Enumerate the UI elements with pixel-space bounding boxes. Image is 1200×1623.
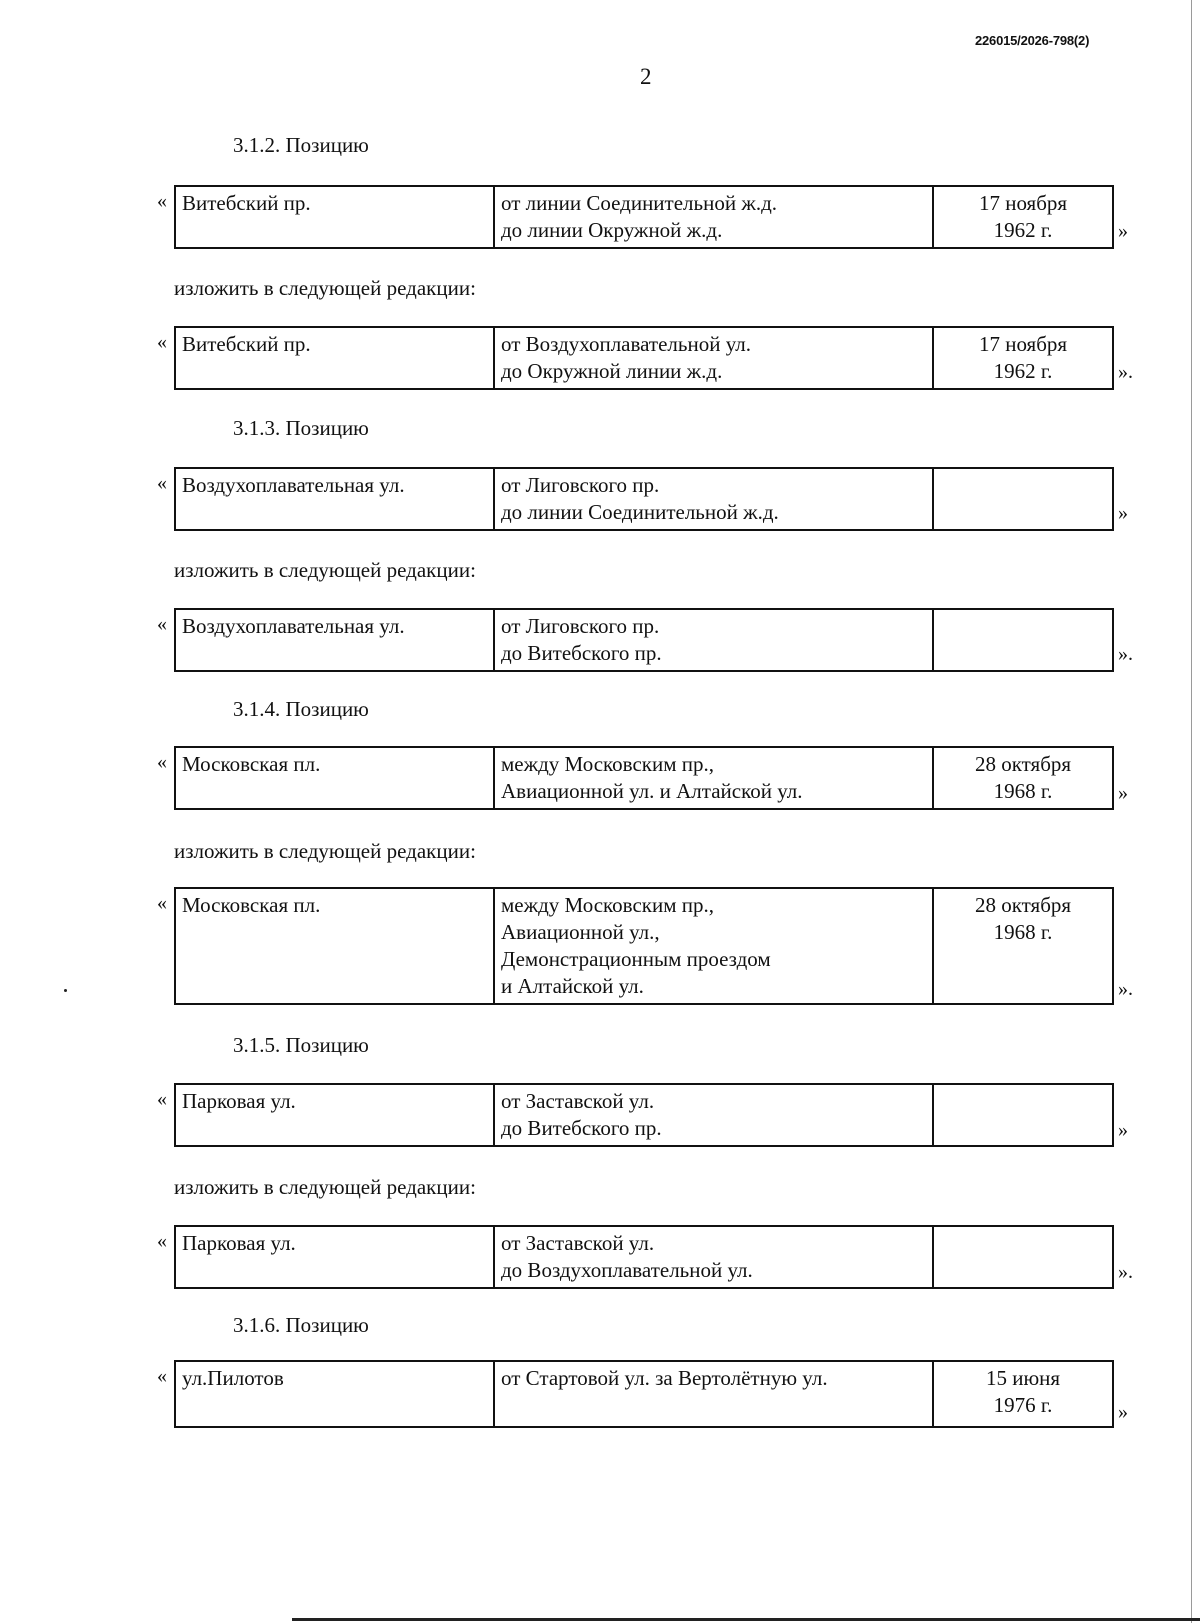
position-table	[174, 1360, 1114, 1428]
boundary-line: до Воздухоплавательной ул.	[501, 1258, 753, 1282]
quote-open: «	[157, 1088, 167, 1110]
section-heading: 3.1.2. Позицию	[233, 133, 369, 157]
date-line: 1968 г.	[993, 779, 1053, 803]
position-table	[174, 887, 1114, 1005]
date-line: 15 июня	[985, 1366, 1061, 1390]
edit-instruction: изложить в следующей редакции:	[174, 839, 476, 863]
boundary-line: Авиационной ул.,	[501, 920, 660, 944]
street-cell	[175, 468, 494, 530]
boundary-line: от Воздухоплавательной ул.	[501, 332, 752, 356]
quote-open: «	[157, 751, 167, 773]
date-line: 1968 г.	[993, 920, 1053, 944]
scan-edge-line	[1191, 0, 1192, 1623]
boundaries-cell	[494, 327, 933, 389]
street-name: ул.Пилотов	[182, 1366, 284, 1390]
date-line	[940, 1088, 1106, 1115]
boundaries-cell	[494, 468, 933, 530]
date-line	[940, 613, 1106, 640]
quote-close: »	[1118, 220, 1128, 242]
section-heading: 3.1.6. Позицию	[233, 1313, 369, 1337]
boundary-line: от Лиговского пр.	[501, 473, 660, 497]
street-name: Витебский пр.	[182, 332, 311, 356]
section-heading: 3.1.3. Позицию	[233, 416, 369, 440]
street-name: Парковая ул.	[182, 1231, 296, 1255]
boundary-line: от Стартовой ул. за Вертолётную ул.	[501, 1366, 828, 1390]
quote-close: »	[1118, 502, 1128, 524]
edit-instruction: изложить в следующей редакции:	[174, 558, 476, 582]
boundaries-cell	[494, 1361, 933, 1427]
boundary-line: Авиационной ул. и Алтайской ул.	[501, 779, 803, 803]
quote-close: ».	[1118, 643, 1133, 665]
position-table	[174, 1225, 1114, 1289]
quote-open: «	[157, 1365, 167, 1387]
section-heading: 3.1.4. Позицию	[233, 697, 369, 721]
street-name: Парковая ул.	[182, 1089, 296, 1113]
position-table	[174, 1083, 1114, 1147]
boundary-line: до линии Окружной ж.д.	[501, 218, 723, 242]
boundaries-cell	[494, 888, 933, 1004]
date-line	[940, 499, 1106, 526]
edit-instruction: изложить в следующей редакции:	[174, 1175, 476, 1199]
quote-close: »	[1118, 1119, 1128, 1141]
page-number: 2	[640, 64, 652, 89]
street-name: Московская пл.	[182, 893, 321, 917]
boundary-line: от Заставской ул.	[501, 1089, 655, 1113]
boundary-line: до линии Соединительной ж.д.	[501, 500, 779, 524]
street-name: Воздухоплавательная ул.	[182, 473, 405, 497]
boundaries-cell	[494, 186, 933, 248]
date-cell	[933, 1226, 1113, 1288]
date-line: 28 октября	[974, 893, 1072, 917]
date-line: 28 октября	[974, 752, 1072, 776]
boundaries-cell	[494, 1084, 933, 1146]
date-line	[940, 472, 1106, 499]
street-cell	[175, 888, 494, 1004]
date-line: 1962 г.	[993, 359, 1053, 383]
street-cell	[175, 1084, 494, 1146]
date-cell	[933, 1361, 1113, 1427]
date-cell	[933, 609, 1113, 671]
date-cell	[933, 747, 1113, 809]
quote-close: »	[1118, 782, 1128, 804]
date-line: 17 ноября	[978, 191, 1068, 215]
street-cell	[175, 747, 494, 809]
quote-open: «	[157, 331, 167, 353]
quote-open: «	[157, 613, 167, 635]
street-name: Витебский пр.	[182, 191, 311, 215]
document-id: 226015/2026-798(2)	[975, 33, 1090, 48]
boundaries-cell	[494, 609, 933, 671]
quote-open: «	[157, 472, 167, 494]
position-table	[174, 746, 1114, 810]
quote-close: ».	[1118, 1261, 1133, 1283]
position-table	[174, 185, 1114, 249]
quote-open: «	[157, 190, 167, 212]
date-cell	[933, 888, 1113, 1004]
boundary-line: и Алтайской ул.	[501, 974, 644, 998]
position-table	[174, 467, 1114, 531]
street-name: Воздухоплавательная ул.	[182, 614, 405, 638]
date-line	[940, 1230, 1106, 1257]
street-cell	[175, 327, 494, 389]
quote-close: ».	[1118, 361, 1133, 383]
boundary-line: до Окружной линии ж.д.	[501, 359, 723, 383]
date-cell	[933, 468, 1113, 530]
street-name: Московская пл.	[182, 752, 321, 776]
boundaries-cell	[494, 1226, 933, 1288]
date-cell	[933, 327, 1113, 389]
section-heading: 3.1.5. Позицию	[233, 1033, 369, 1057]
date-line: 1962 г.	[993, 218, 1053, 242]
scan-speck	[64, 989, 67, 992]
position-table	[174, 608, 1114, 672]
date-line: 1976 г.	[993, 1393, 1053, 1417]
boundaries-cell	[494, 747, 933, 809]
street-cell	[175, 609, 494, 671]
quote-open: «	[157, 1230, 167, 1252]
date-line	[940, 1257, 1106, 1284]
scan-bottom-line	[292, 1618, 1200, 1621]
boundary-line: до Витебского пр.	[501, 641, 662, 665]
street-cell	[175, 1226, 494, 1288]
boundary-line: до Витебского пр.	[501, 1116, 662, 1140]
quote-open: «	[157, 892, 167, 914]
date-cell	[933, 1084, 1113, 1146]
date-line: 17 ноября	[978, 332, 1068, 356]
edit-instruction: изложить в следующей редакции:	[174, 276, 476, 300]
date-line	[940, 1115, 1106, 1142]
boundary-line: между Московским пр.,	[501, 752, 715, 776]
street-cell	[175, 186, 494, 248]
boundary-line: от Заставской ул.	[501, 1231, 655, 1255]
date-line	[940, 640, 1106, 667]
quote-close: »	[1118, 1401, 1128, 1423]
boundary-line: Демонстрационным проездом	[501, 947, 771, 971]
date-cell	[933, 186, 1113, 248]
boundary-line: от линии Соединительной ж.д.	[501, 191, 778, 215]
quote-close: ».	[1118, 978, 1133, 1000]
position-table	[174, 326, 1114, 390]
street-cell	[175, 1361, 494, 1427]
boundary-line: от Лиговского пр.	[501, 614, 660, 638]
boundary-line: между Московским пр.,	[501, 893, 715, 917]
